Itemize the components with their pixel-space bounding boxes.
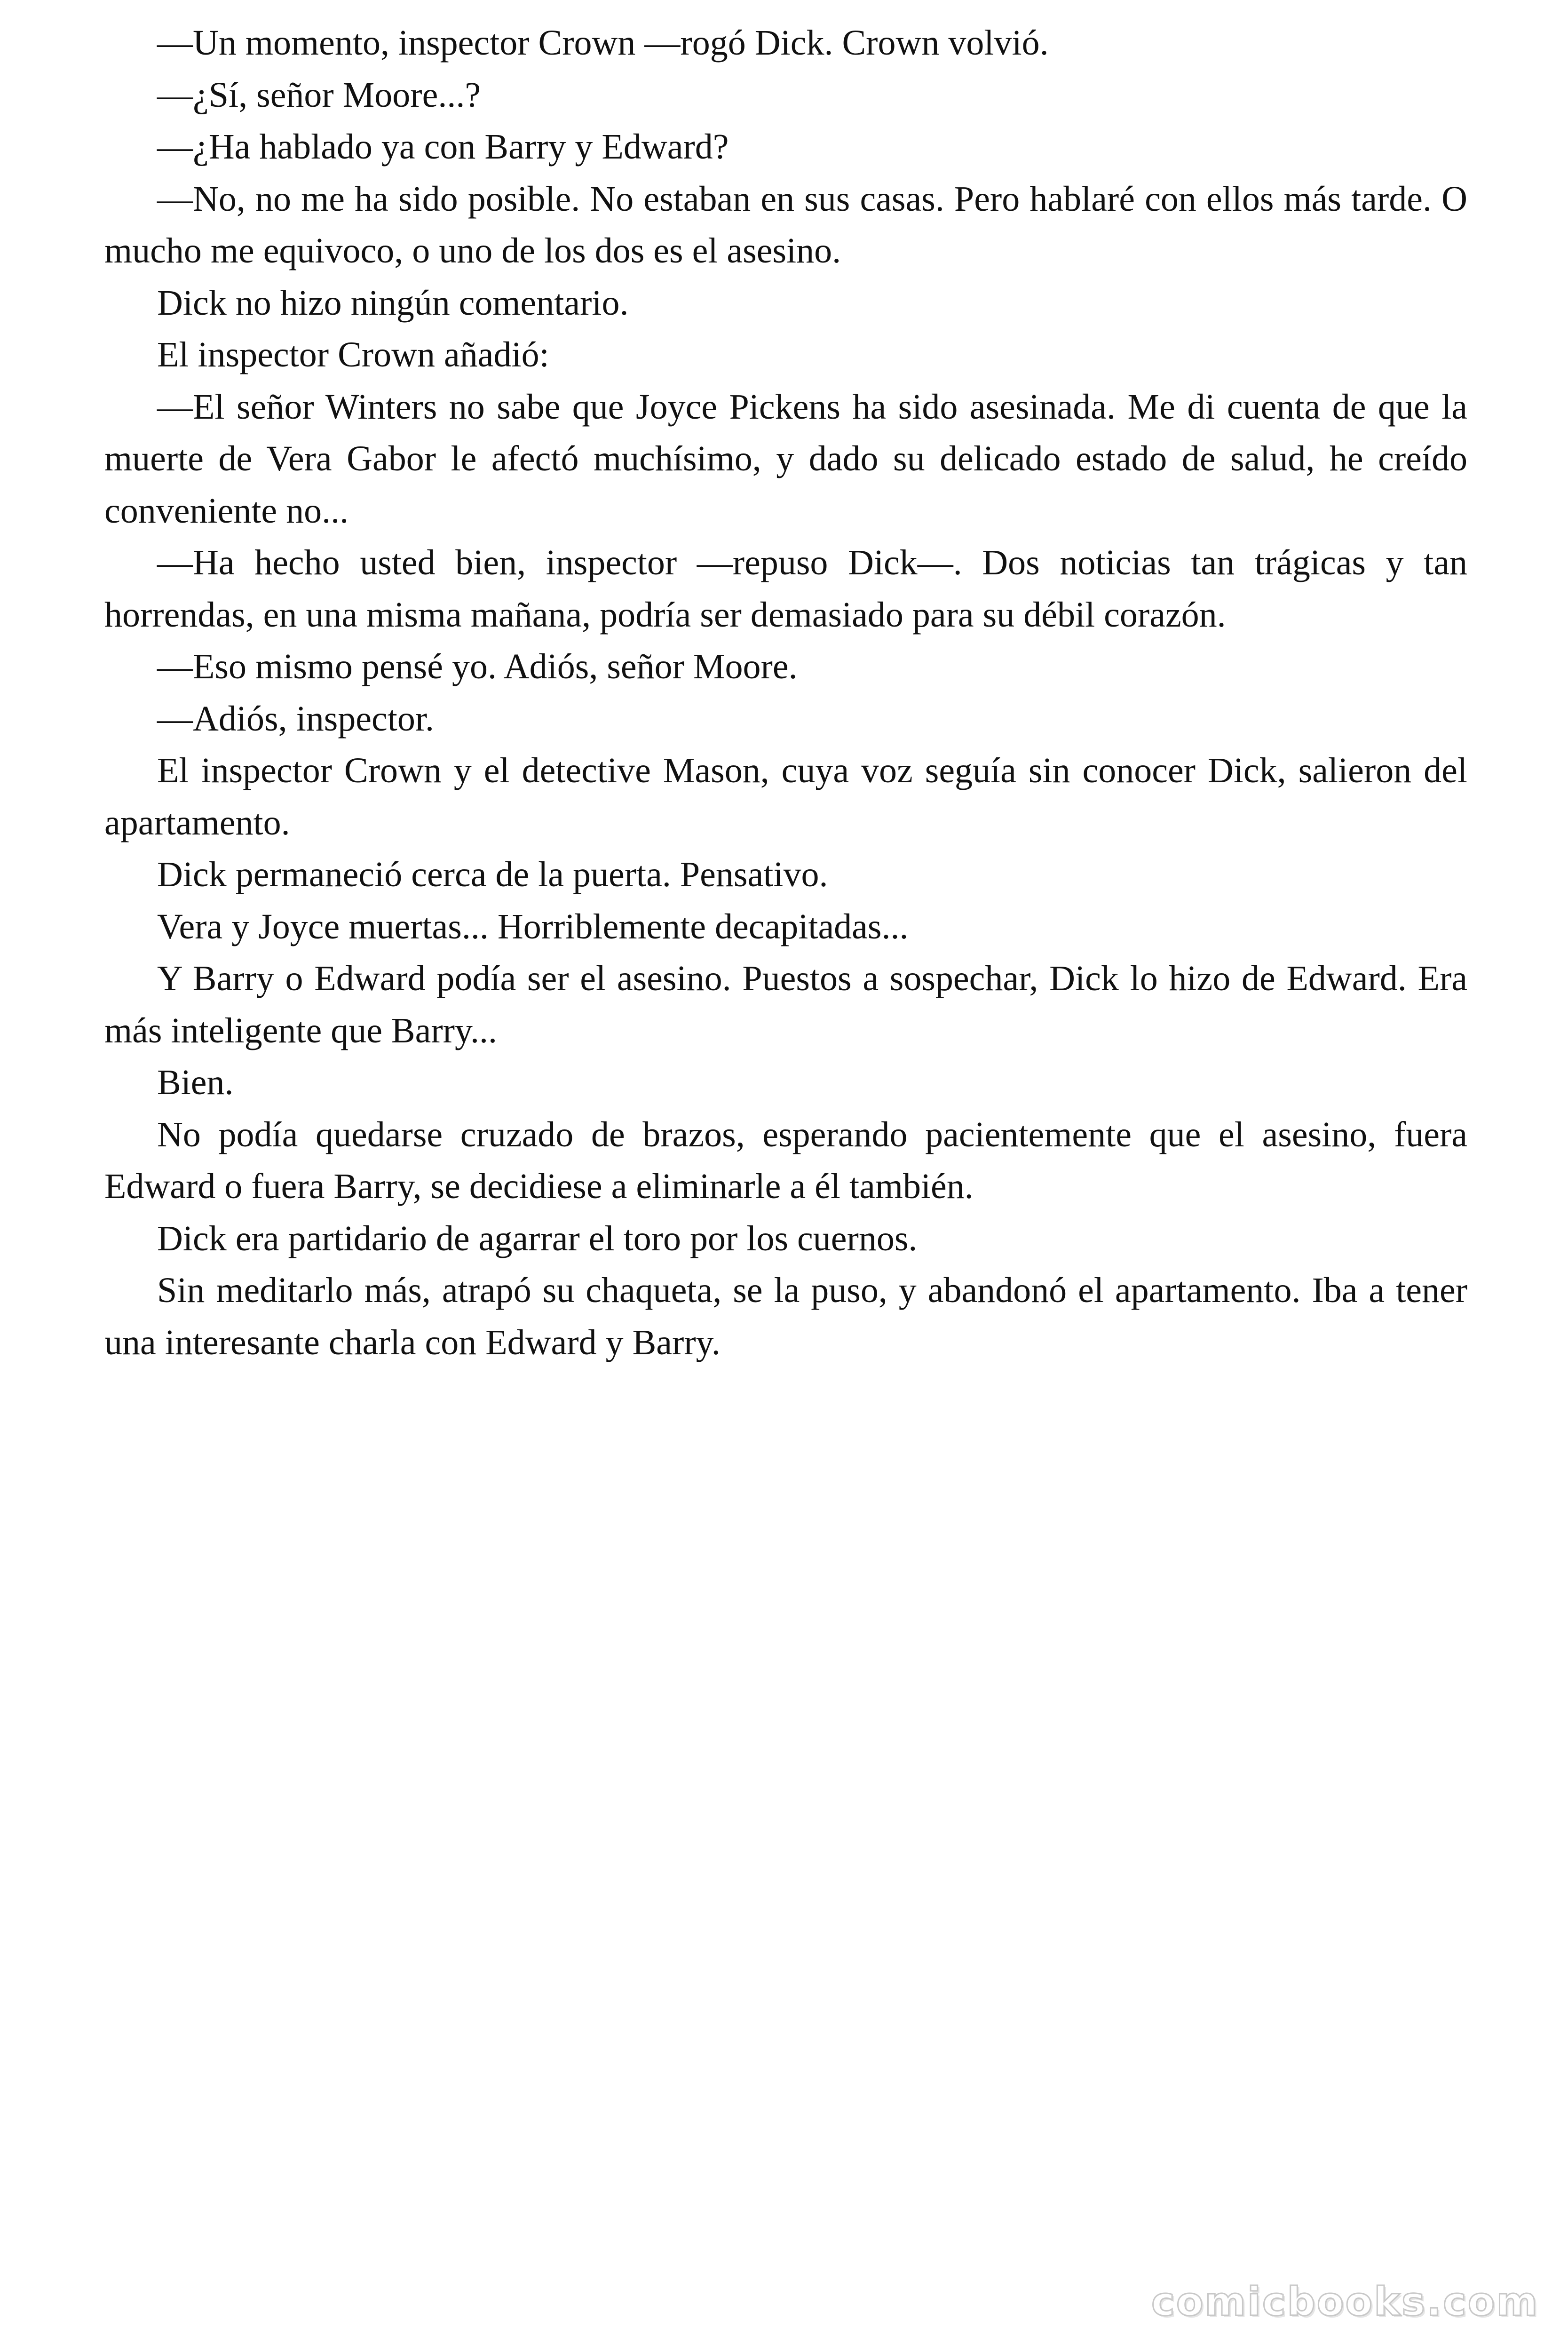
- paragraph: —¿Ha hablado ya con Barry y Edward?: [157, 127, 729, 167]
- paragraph: —No, no me ha sido posible. No estaban en sus casas. Pero hablaré con ellos más tarde. O mucho me equivoco, o uno de los dos es el asesino.: [104, 179, 1467, 270]
- watermark-logo: comicbooks.com: [1151, 2279, 1539, 2325]
- paragraph: —¿Sí, señor Moore...?: [157, 75, 481, 115]
- paragraph: —El señor Winters no sabe que Joyce Pickens ha sido asesinada. Me di cuenta de que la muerte de Vera Gabor le afectó muchísimo, y dado su delicado estado de salud, he creído conveniente no...: [104, 387, 1467, 531]
- paragraph: No podía quedarse cruzado de brazos, esperando pacientemente que el asesino, fuera Edward o fuera Barry, se decidiese a eliminarle a él también.: [104, 1114, 1467, 1206]
- paragraph: Dick era partidario de agarrar el toro por los cuernos.: [157, 1218, 918, 1258]
- paragraph: El inspector Crown y el detective Mason, cuya voz seguía sin conocer Dick, salieron del apartamento.: [104, 751, 1467, 842]
- paragraph: —Eso mismo pensé yo. Adiós, señor Moore.: [157, 647, 798, 686]
- paragraph: —Adiós, inspector.: [157, 699, 434, 739]
- page-text-body: [104, 17, 1467, 1368]
- paragraph: Bien.: [157, 1063, 234, 1102]
- paragraph: El inspector Crown añadió:: [157, 335, 549, 374]
- paragraph: —Un momento, inspector Crown —rogó Dick. Crown volvió.: [157, 23, 1049, 63]
- paragraph: Dick no hizo ningún comentario.: [157, 283, 629, 323]
- paragraph: Y Barry o Edward podía ser el asesino. Puestos a sospechar, Dick lo hizo de Edward. Era más inteligente que Barry...: [104, 959, 1467, 1050]
- paragraph: Vera y Joyce muertas... Horriblemente decapitadas...: [157, 906, 909, 946]
- paragraph: —Ha hecho usted bien, inspector —repuso Dick—. Dos noticias tan trágicas y tan horrendas, en una misma mañana, podría ser demasiado para su débil corazón.: [104, 543, 1467, 635]
- paragraph: Sin meditarlo más, atrapó su chaqueta, se la puso, y abandonó el apartamento. Iba a tener una interesante charla con Edward y Barry.: [104, 1271, 1467, 1362]
- paragraph: Dick permaneció cerca de la puerta. Pensativo.: [157, 855, 828, 894]
